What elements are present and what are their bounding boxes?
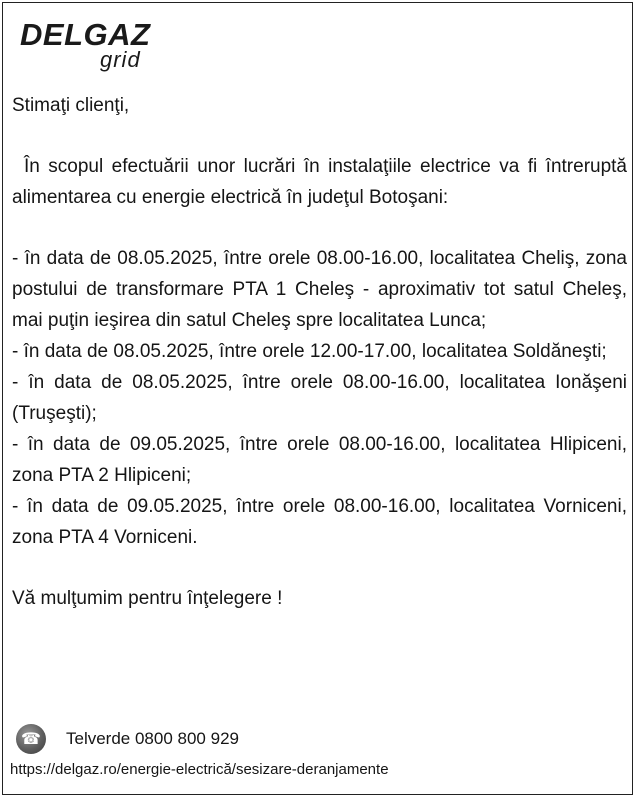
report-url-link[interactable]: https://delgaz.ro/energie-electrică/sesizare-deranjamente [10,761,389,778]
outage-item: - în data de 08.05.2025, între orele 12.00-17.00, localitatea Soldăneşti; [12,341,607,362]
contact-line [16,724,239,754]
outage-item: - în data de 08.05.2025, între orele 08.00-16.00, localitatea Cheliş, zona postului de transformare PTA 1 Cheleş - aproximativ tot satul Cheleş, mai puţin ieşirea din satul Cheleş spre localitatea Lunca; [12,248,627,331]
outage-item: - în data de 09.05.2025, între orele 08.00-16.00, localitatea Vorniceni, zona PTA 4 Vorniceni. [12,496,627,548]
outage-item: - în data de 09.05.2025, între orele 08.00-16.00, localitatea Hlipiceni, zona PTA 2 Hlipiceni; [12,434,627,486]
delgaz-grid-logo [20,18,160,74]
logo-sub: grid [100,47,141,72]
outage-item: - în data de 08.05.2025, între orele 08.00-16.00, localitatea Ionăşeni (Truşeşti); [12,372,627,424]
phone-number[interactable]: Telverde 0800 800 929 [66,729,239,748]
phone-icon: ☎ [16,724,46,754]
greeting: Stimaţi clienţi, [12,95,130,116]
intro-paragraph: În scopul efectuării unor lucrări în instalaţiile electrice va fi întreruptă alimentarea cu energie electrică în judeţul Botoşani: [12,156,627,208]
thanks-line: Vă mulţumim pentru înţelegere ! [12,588,283,609]
notice-body [12,90,627,614]
logo-brand: DELGAZ [20,17,151,52]
